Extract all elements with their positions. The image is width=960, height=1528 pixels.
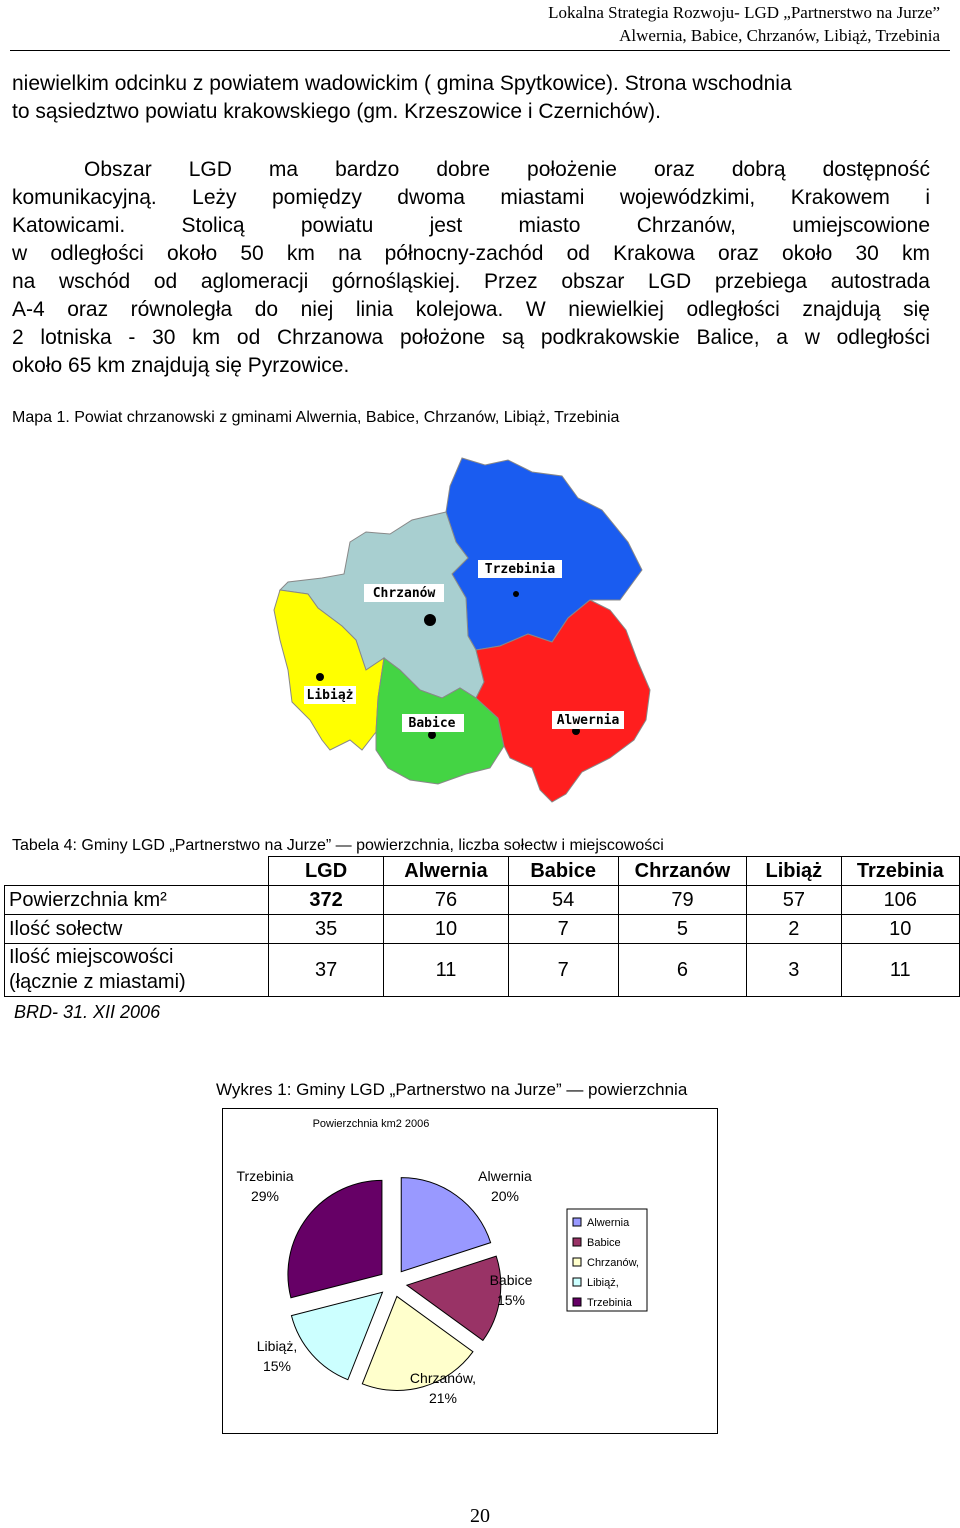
- pie-data-label-3: Libiąż, 15%: [256, 1338, 298, 1374]
- table-caption: Tabela 4: Gminy LGD „Partnerstwo na Jurze” — powierzchnia, liczba sołectw i miejscowości: [12, 837, 664, 854]
- paragraph-line: Obszar LGD ma bardzo dobre położenie oraz dobrą dostępność: [84, 158, 930, 181]
- pie-data-label-0: Alwernia 20%: [478, 1168, 532, 1204]
- header-title: Lokalna Strategia Rozwoju- LGD „Partnerstwo na Jurze”: [548, 3, 940, 22]
- header-subtitle: Alwernia, Babice, Chrzanów, Libiąż, Trzebinia: [619, 26, 940, 45]
- legend-swatch-4: [573, 1298, 581, 1306]
- pie-slice-4: [288, 1180, 382, 1297]
- legend-item-3: Libiąż,: [587, 1277, 619, 1289]
- table-header-cell: LGD: [268, 857, 384, 886]
- paragraph-line: to sąsiedztwo powiatu krakowskiego (gm. Krzeszowice i Czernichów).: [12, 100, 661, 123]
- table-header-cell: Babice: [508, 857, 618, 886]
- map-label-trzebinia: Trzebinia: [484, 562, 556, 577]
- map-label-chrzanow: Chrzanów: [372, 586, 436, 601]
- chart-title: Powierzchnia km2 2006: [312, 1118, 430, 1130]
- paragraph-line: komunikacyjną. Leży pomiędzy dwoma miastami wojewódzkimi, Krakowem i: [12, 186, 930, 209]
- map-town-dot-chrzanow: [424, 614, 436, 626]
- table-row-label-line: Ilość miejscowości: [9, 946, 174, 968]
- legend-swatch-0: [573, 1218, 581, 1226]
- legend-item-0: Alwernia: [587, 1217, 630, 1229]
- map-caption: Mapa 1. Powiat chrzanowski z gminami Alwernia, Babice, Chrzanów, Libiąż, Trzebinia: [12, 409, 620, 426]
- paragraph-line: Katowicami. Stolicą powiatu jest miasto Chrzanów, umiejscowione: [12, 214, 930, 237]
- legend-swatch-1: [573, 1238, 581, 1246]
- paragraph-line: niewielkim odcinku z powiatem wadowickim ( gmina Spytkowice). Strona wschodnia: [12, 72, 792, 95]
- table-cell: 106: [841, 886, 960, 915]
- pie-data-label-2: Chrzanów, 21%: [409, 1370, 477, 1406]
- table-source: BRD- 31. XII 2006: [14, 1002, 161, 1022]
- table-cell: 35: [268, 915, 384, 944]
- legend-item-1: Babice: [587, 1237, 621, 1249]
- legend-item-2: Chrzanów,: [587, 1257, 639, 1269]
- map-town-dot-trzebinia: [513, 591, 519, 597]
- table-cell: 37: [268, 944, 384, 997]
- data-table: [4, 856, 960, 997]
- table-cell: 54: [508, 886, 618, 915]
- table-cell: 11: [384, 944, 508, 997]
- pie-chart: [223, 1109, 717, 1433]
- table-cell: 372: [268, 886, 384, 915]
- table-cell: 10: [384, 915, 508, 944]
- paragraph-line: A-4 oraz równoległa do niej linia kolejowa. W niewielkiej odległości znajdują się: [12, 298, 930, 321]
- pie-slice-0: [401, 1178, 490, 1272]
- header-rule: [10, 50, 950, 51]
- pie-data-label-4: Trzebinia 29%: [236, 1168, 294, 1204]
- table-cell: 5: [618, 915, 746, 944]
- table-row-label: Powierzchnia km²: [5, 886, 269, 915]
- pie-chart-frame: [222, 1108, 718, 1434]
- table-header-cell: Alwernia: [384, 857, 508, 886]
- table-row: [5, 915, 960, 944]
- table-cell: 2: [747, 915, 841, 944]
- table-cell: 76: [384, 886, 508, 915]
- district-map: [270, 450, 670, 810]
- table-header-cell: [5, 857, 269, 886]
- map-town-dot-libiaz: [316, 673, 324, 681]
- table-cell: 10: [841, 915, 960, 944]
- map-label-alwernia: Alwernia: [556, 713, 620, 728]
- map-label-libiaz: Libiąż: [306, 688, 354, 703]
- table-header-cell: Chrzanów: [618, 857, 746, 886]
- table-cell: 6: [618, 944, 746, 997]
- table-cell: 3: [747, 944, 841, 997]
- chart-caption: Wykres 1: Gminy LGD „Partnerstwo na Jurze” — powierzchnia: [216, 1080, 688, 1099]
- table-cell: 57: [747, 886, 841, 915]
- paragraph-line: w odległości około 50 km na północny-zachód od Krakowa oraz około 30 km: [12, 242, 930, 265]
- paragraph-line: na wschód od aglomeracji górnośląskiej. Przez obszar LGD przebiega autostrada: [12, 270, 930, 293]
- table-header-cell: Libiąż: [747, 857, 841, 886]
- map-label-babice: Babice: [408, 716, 456, 731]
- table-header-row: [5, 857, 960, 886]
- table-header-cell: Trzebinia: [841, 857, 960, 886]
- table-cell: 7: [508, 944, 618, 997]
- table-row: [5, 944, 960, 997]
- table-row-label-line: (łącznie z miastami): [9, 971, 186, 993]
- table-row-label: [5, 944, 269, 997]
- table-row-label: Ilość sołectw: [5, 915, 269, 944]
- pie-data-label-1: Babice 15%: [489, 1272, 533, 1308]
- legend-swatch-2: [573, 1258, 581, 1266]
- table-cell: 11: [841, 944, 960, 997]
- legend-item-4: Trzebinia: [587, 1297, 632, 1309]
- map-town-dot-babice: [428, 731, 436, 739]
- table-cell: 79: [618, 886, 746, 915]
- legend-swatch-3: [573, 1278, 581, 1286]
- paragraph-line: około 65 km znajdują się Pyrzowice.: [12, 354, 350, 377]
- paragraph-line: 2 lotniska - 30 km od Chrzanowa położone są podkrakowskie Balice, a w odległości: [12, 326, 930, 349]
- page-number: 20: [470, 1505, 490, 1527]
- paragraph-1: [12, 70, 930, 126]
- paragraph-2: [12, 156, 930, 380]
- table-row: [5, 886, 960, 915]
- table-cell: 7: [508, 915, 618, 944]
